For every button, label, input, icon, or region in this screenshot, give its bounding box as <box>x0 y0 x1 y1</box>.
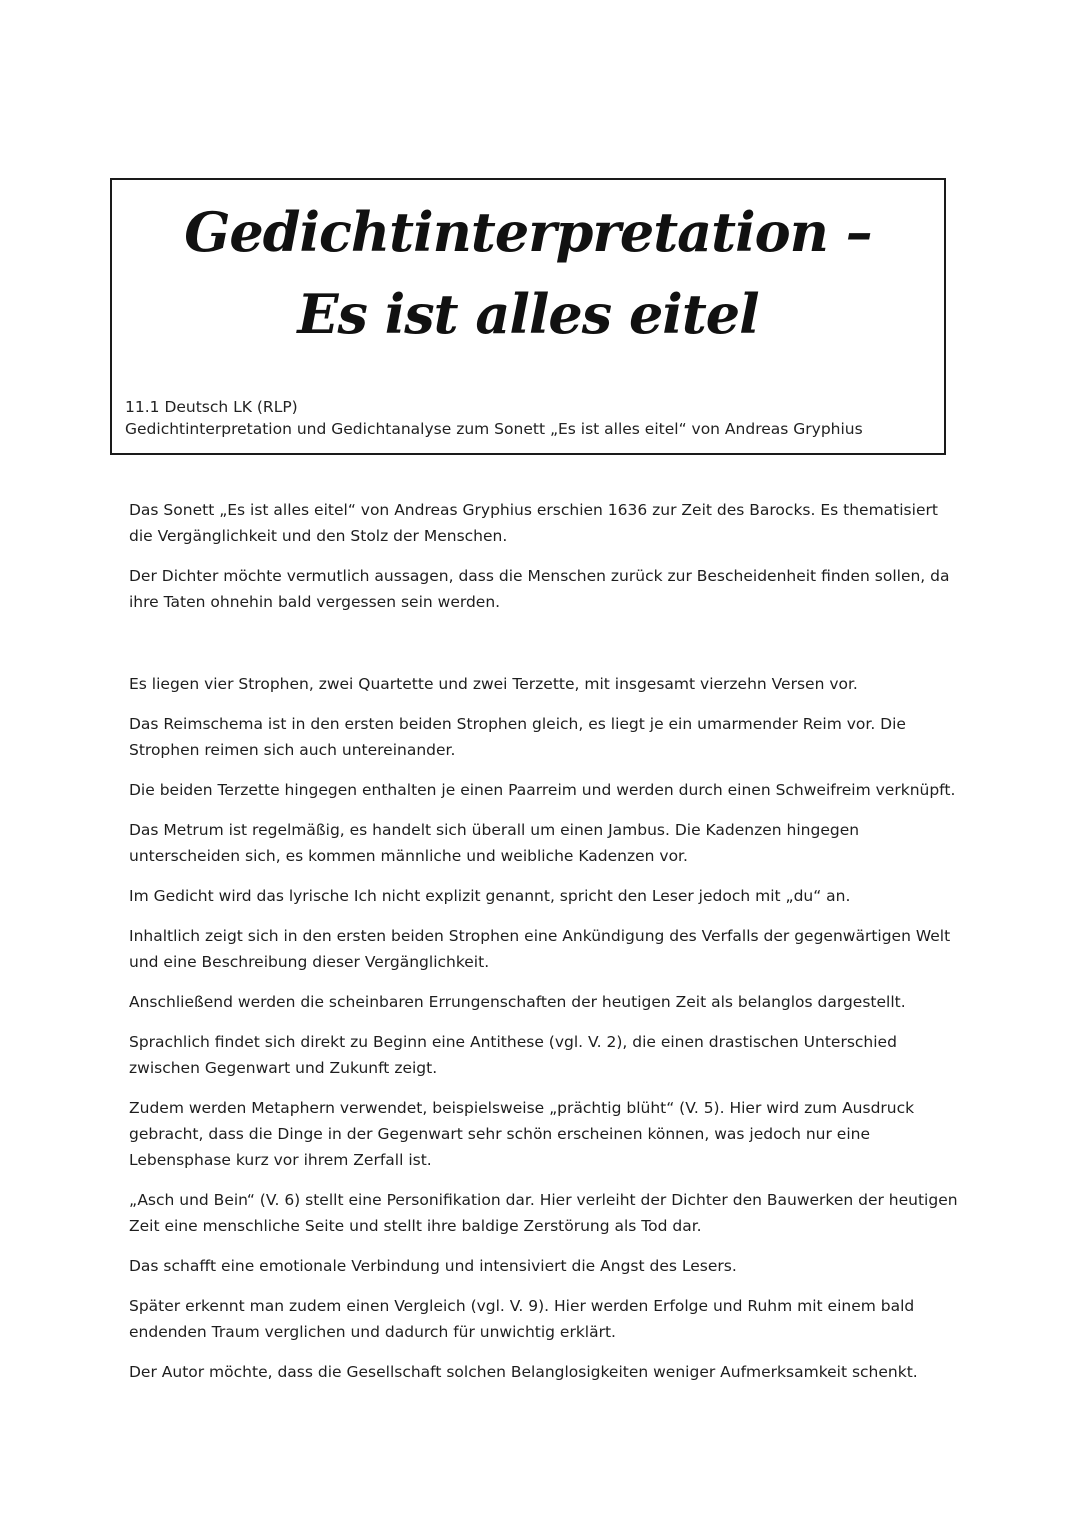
paragraph-form-3: Die beiden Terzette hingegen enthalten je einen Paarreim und werden durch einen Schweifreim verknüpft. <box>129 781 956 799</box>
course-label: 11.1 Deutsch LK (RLP) <box>125 398 298 416</box>
paragraph-language-6: Der Autor möchte, dass die Gesellschaft solchen Belanglosigkeiten weniger Aufmerksamkeit schenkt. <box>129 1363 918 1381</box>
paragraph-form-5: Im Gedicht wird das lyrische Ich nicht explizit genannt, spricht den Leser jedoch mit „du“ an. <box>129 887 851 905</box>
paragraph-form-4: Das Metrum ist regelmäßig, es handelt sich überall um einen Jambus. Die Kadenzen hingegen unterscheiden sich, es kommen männliche und weibliche Kadenzen vor. <box>129 821 860 865</box>
paragraph-content-2: Anschließend werden die scheinbaren Errungenschaften der heutigen Zeit als belanglos dargestellt. <box>129 993 906 1011</box>
paragraph-content-1: Inhaltlich zeigt sich in den ersten beiden Strophen eine Ankündigung des Verfalls der gegenwärtigen Welt und eine Beschreibung dieser Vergänglichkeit. <box>129 927 951 971</box>
paragraph-language-3: „Asch und Bein“ (V. 6) stellt eine Personifikation dar. Hier verleiht der Dichter den Bauwerken der heutigen Zeit eine menschliche Seite und stellt ihre baldige Zerstörung als Tod dar. <box>129 1191 958 1235</box>
page-title-line-1: Gedichtinterpretation – <box>184 200 872 264</box>
paragraph-form-1: Es liegen vier Strophen, zwei Quartette und zwei Terzette, mit insgesamt vierzehn Versen vor. <box>129 675 858 693</box>
paragraph-intro-2: Der Dichter möchte vermutlich aussagen, dass die Menschen zurück zur Bescheidenheit finden sollen, da ihre Taten ohnehin bald vergessen sein werden. <box>129 567 950 611</box>
page-title-line-2: Es ist alles eitel <box>297 282 759 346</box>
paragraph-intro-1: Das Sonett „Es ist alles eitel“ von Andreas Gryphius erschien 1636 zur Zeit des Barocks. Es thematisiert die Vergänglichkeit und den Stolz der Menschen. <box>129 501 938 545</box>
paragraph-language-4: Das schafft eine emotionale Verbindung und intensiviert die Angst des Lesers. <box>129 1257 737 1275</box>
paragraph-language-5: Später erkennt man zudem einen Vergleich (vgl. V. 9). Hier werden Erfolge und Ruhm mit einem bald endenden Traum verglichen und dadurch für unwichtig erklärt. <box>129 1297 915 1341</box>
section-spacer <box>129 629 959 671</box>
paragraph-language-2: Zudem werden Metaphern verwendet, beispielsweise „prächtig blüht“ (V. 5). Hier wird zum Ausdruck gebracht, dass die Dinge in der Gegenwart sehr schön erscheinen können, was jedoch nur eine Lebensphase kurz vor ihrem Zerfall ist. <box>129 1099 915 1169</box>
document-info <box>125 396 863 440</box>
paragraph-language-1: Sprachlich findet sich direkt zu Beginn eine Antithese (vgl. V. 2), die einen drastischen Unterschied zwischen Gegenwart und Zukunft zeigt. <box>129 1033 897 1077</box>
title-box <box>110 178 946 455</box>
document-body <box>129 497 959 1399</box>
document-description: Gedichtinterpretation und Gedichtanalyse zum Sonett „Es ist alles eitel“ von Andreas Gryphius <box>125 420 863 438</box>
paragraph-form-2: Das Reimschema ist in den ersten beiden Strophen gleich, es liegt je ein umarmender Reim vor. Die Strophen reimen sich auch untereinander. <box>129 715 906 759</box>
